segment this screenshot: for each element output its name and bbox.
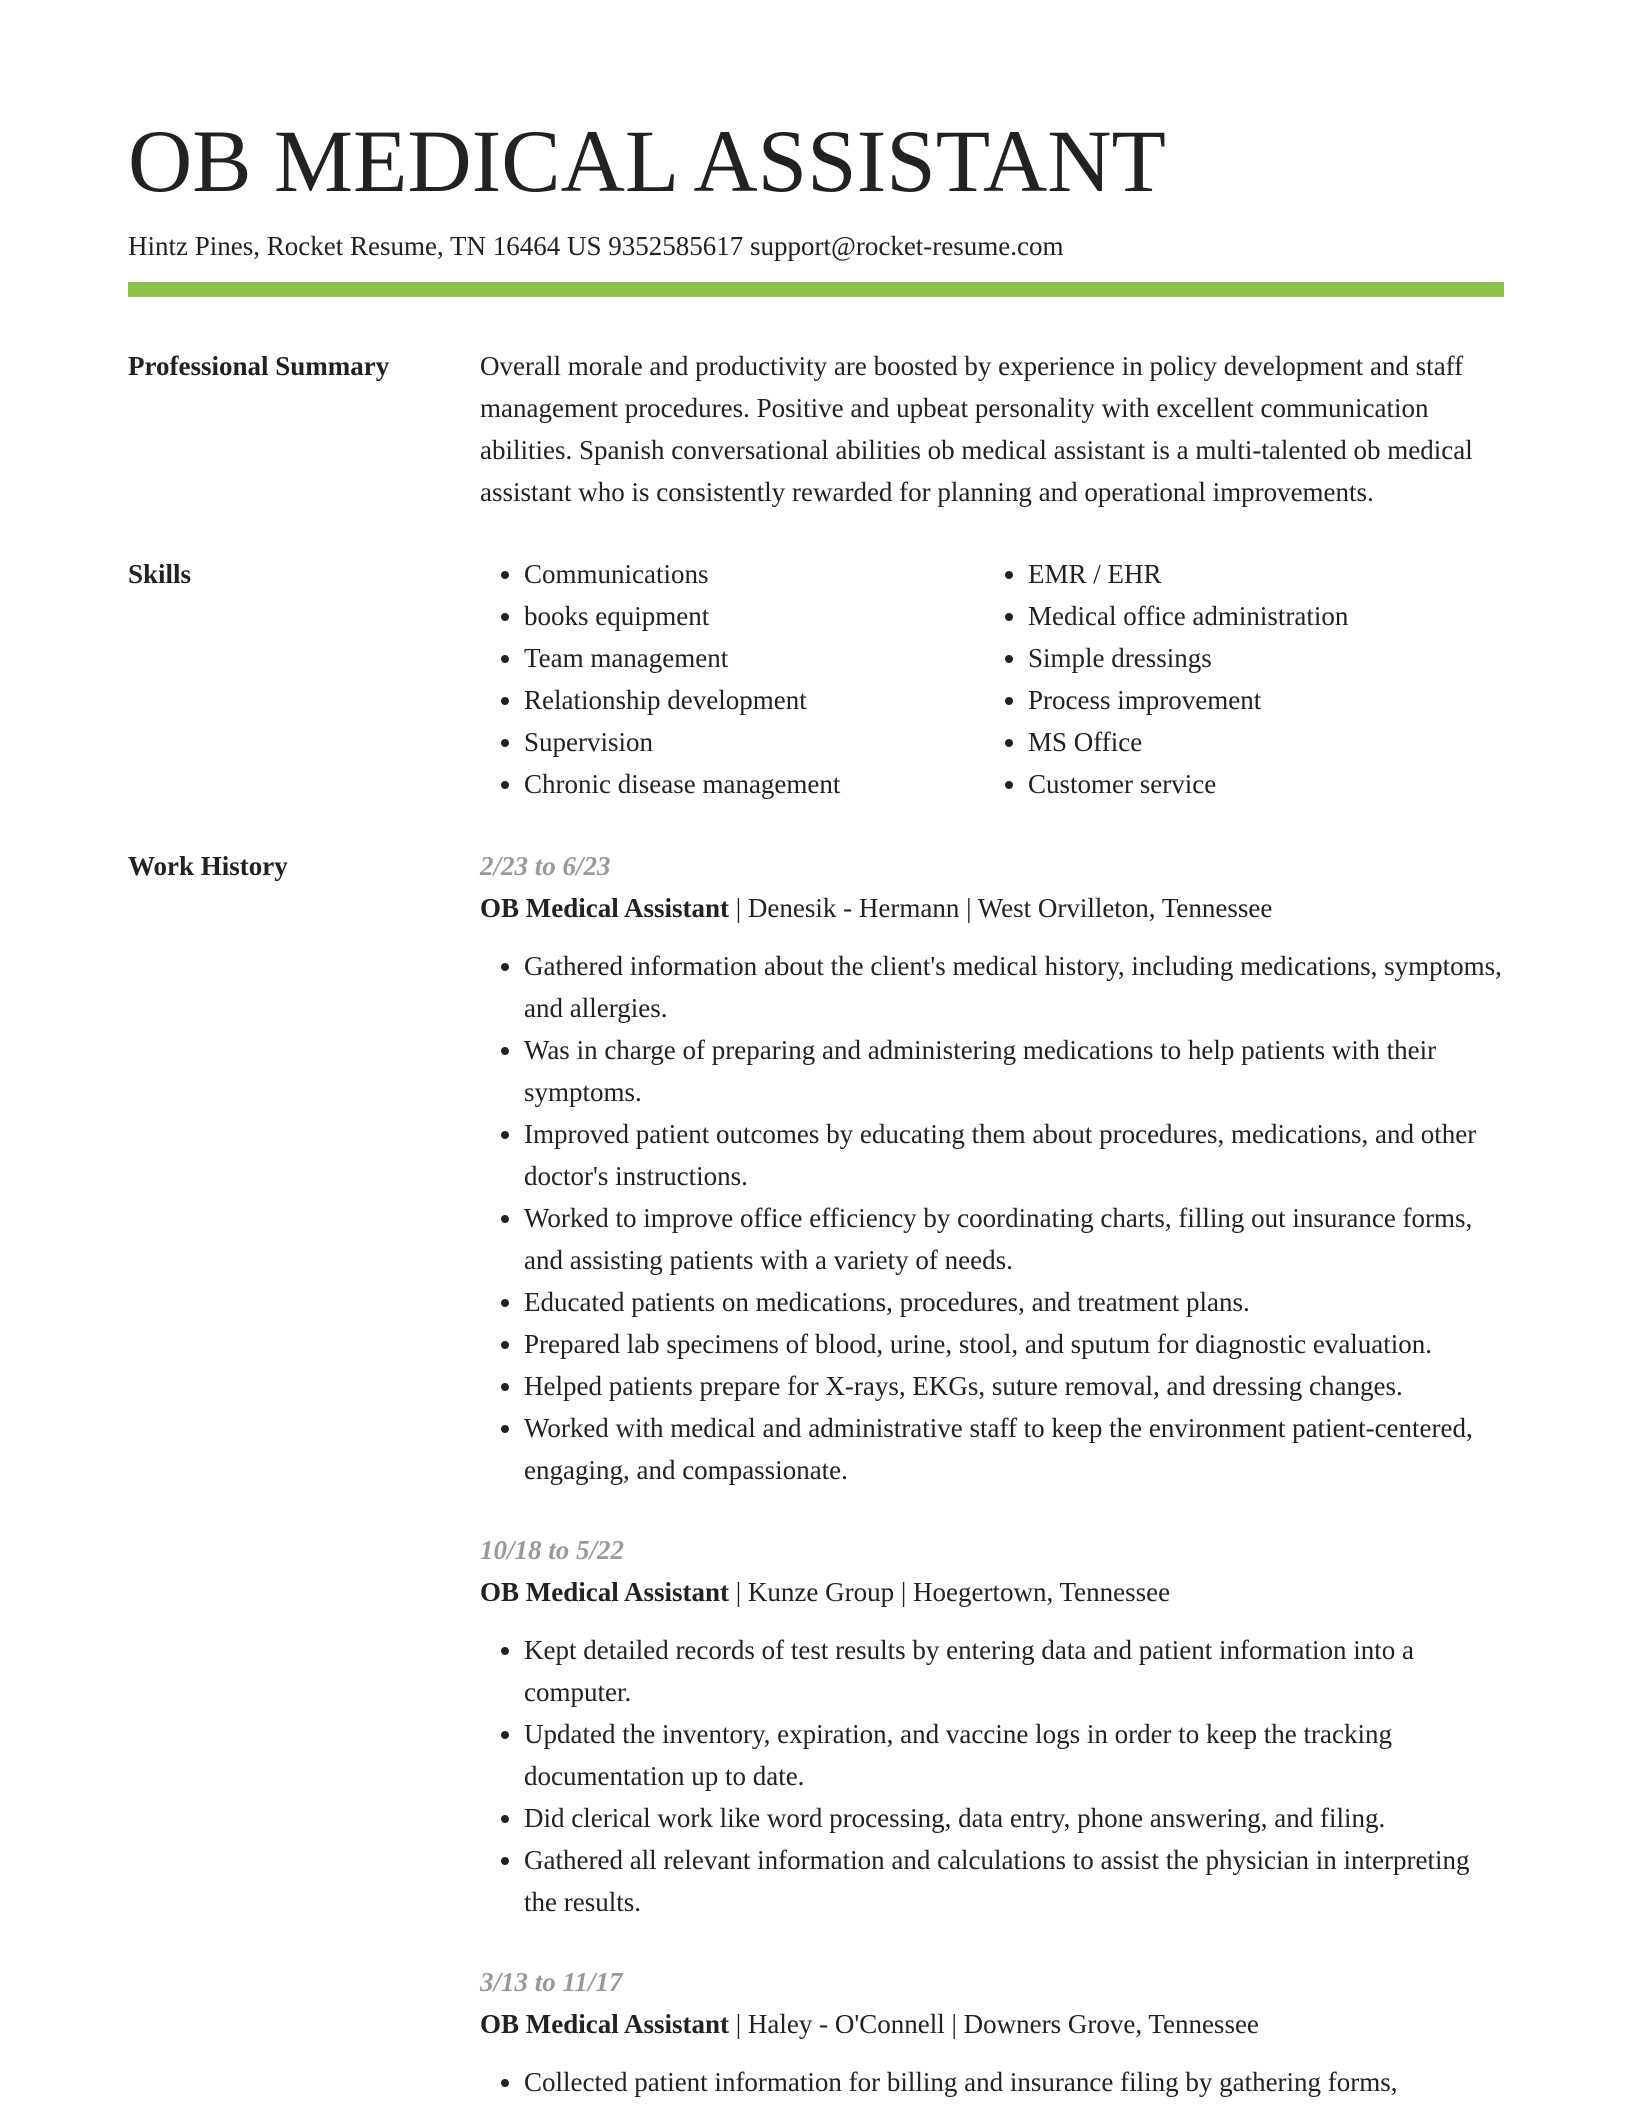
- job-bullet: • Helped patients prepare for X-rays, EKGs, suture removal, and dressing changes.: [524, 1365, 1504, 1407]
- job-bullets: [480, 1629, 1504, 1923]
- job-bullet: • Prepared lab specimens of blood, urine, stool, and sputum for diagnostic evaluation.: [524, 1323, 1504, 1365]
- job-bullets: [480, 2061, 1504, 2103]
- job-bullet: • Kept detailed records of test results by entering data and patient information into a computer.: [524, 1629, 1504, 1713]
- job-title-line: [480, 887, 1504, 929]
- job-title: OB Medical Assistant: [480, 1577, 730, 1608]
- job-dates: 3/13 to 11/17: [480, 1967, 623, 1998]
- work-history-section: [128, 845, 1504, 2103]
- job-bullets: [480, 945, 1504, 1491]
- summary-text: Overall morale and productivity are boosted by experience in policy development and staff management procedures. Positive and upbeat personality with excellent communication abilities. Spanish conversational abilities ob medical assistant is a multi-talented ob medical assistant who is consistently rewarded for planning and operational improvements.: [480, 351, 1473, 508]
- skill-item: • Communications: [524, 553, 984, 595]
- skill-item: • Simple dressings: [1028, 637, 1488, 679]
- job-bullet: • Worked to improve office efficiency by coordinating charts, filling out insurance forms, and assisting patients with a variety of needs.: [524, 1197, 1504, 1281]
- skill-item: • Customer service: [1028, 763, 1488, 805]
- job-entry: [480, 845, 1504, 1491]
- job-bullet: • Improved patient outcomes by educating them about procedures, medications, and other doctor's instructions.: [524, 1113, 1504, 1197]
- job-dates: 10/18 to 5/22: [480, 1535, 625, 1566]
- skill-item: • EMR / EHR: [1028, 553, 1488, 595]
- skill-item: • Supervision: [524, 721, 984, 763]
- job-bullet: • Gathered all relevant information and calculations to assist the physician in interpreting the results.: [524, 1839, 1504, 1923]
- skill-item: • Chronic disease management: [524, 763, 984, 805]
- skills-column-1: [480, 553, 984, 805]
- job-bullet: • Gathered information about the client's medical history, including medications, symptoms, and allergies.: [524, 945, 1504, 1029]
- skills-heading: Skills: [128, 559, 192, 590]
- job-title: OB Medical Assistant: [480, 893, 730, 924]
- skill-item: • Process improvement: [1028, 679, 1488, 721]
- contact-line: Hintz Pines, Rocket Resume, TN 16464 US 9352585617 support@rocket-resume.com: [128, 231, 1064, 261]
- job-bullet: • Updated the inventory, expiration, and vaccine logs in order to keep the tracking documentation up to date.: [524, 1713, 1504, 1797]
- job-title-line: [480, 2003, 1504, 2045]
- skill-item: • MS Office: [1028, 721, 1488, 763]
- work-history-heading: Work History: [128, 851, 288, 882]
- job-dates: 2/23 to 6/23: [480, 851, 611, 882]
- job-bullet: • Educated patients on medications, procedures, and treatment plans.: [524, 1281, 1504, 1323]
- skills-section: [128, 553, 1504, 805]
- job-bullet: • Did clerical work like word processing, data entry, phone answering, and filing.: [524, 1797, 1504, 1839]
- job-details: | Denesik - Hermann | West Orvilleton, Tennessee: [729, 893, 1273, 924]
- skill-item: • Team management: [524, 637, 984, 679]
- skill-item: • Medical office administration: [1028, 595, 1488, 637]
- job-bullet: • Was in charge of preparing and administering medications to help patients with their symptoms.: [524, 1029, 1504, 1113]
- resume-name: OB MEDICAL ASSISTANT: [128, 113, 1166, 211]
- skill-item: • Relationship development: [524, 679, 984, 721]
- skill-item: • books equipment: [524, 595, 984, 637]
- job-details: | Haley - O'Connell | Downers Grove, Tennessee: [729, 2009, 1259, 2040]
- summary-heading: Professional Summary: [128, 351, 390, 382]
- job-title: OB Medical Assistant: [480, 2009, 730, 2040]
- job-title-line: [480, 1571, 1504, 1613]
- job-bullet: • Worked with medical and administrative staff to keep the environment patient-centered, engaging, and compassionate.: [524, 1407, 1504, 1491]
- job-entry: [480, 1961, 1504, 2103]
- job-entry: [480, 1529, 1504, 1923]
- job-bullet: • Collected patient information for billing and insurance filing by gathering forms,: [524, 2061, 1504, 2103]
- accent-divider: [128, 282, 1504, 297]
- job-details: | Kunze Group | Hoegertown, Tennessee: [729, 1577, 1171, 1608]
- skills-column-2: [984, 553, 1488, 805]
- resume-page: [128, 113, 1504, 2103]
- summary-section: [128, 345, 1504, 513]
